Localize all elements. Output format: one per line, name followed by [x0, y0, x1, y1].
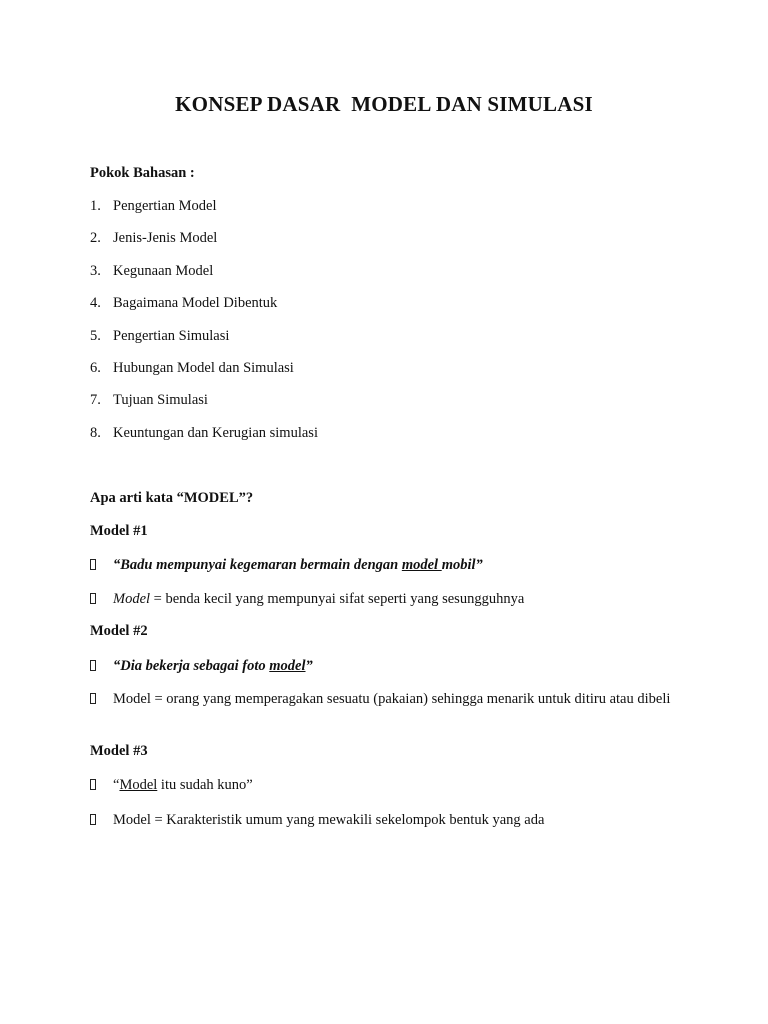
list-text: Keuntungan dan Kerugian simulasi — [113, 425, 318, 441]
model-1-definition — [113, 590, 673, 609]
list-number: 1. — [90, 198, 101, 214]
list-text: Pengertian Simulasi — [113, 328, 230, 344]
quote-text: “Badu mempunyai kegemaran bermain dengan — [113, 557, 402, 573]
quote-text: “Dia bekerja sebagai foto — [113, 658, 270, 674]
model-1-heading: Model #1 — [90, 523, 148, 539]
pokok-bahasan-heading: Pokok Bahasan : — [90, 165, 195, 181]
square-bullet-icon — [90, 779, 96, 790]
list-number: 3. — [90, 263, 101, 279]
list-number: 5. — [90, 328, 101, 344]
quote-text: itu sudah kuno” — [157, 777, 253, 793]
list-text: Hubungan Model dan Simulasi — [113, 360, 294, 376]
list-number: 6. — [90, 360, 101, 376]
list-number: 4. — [90, 295, 101, 311]
square-bullet-icon — [90, 660, 96, 671]
quote-text: “ — [113, 777, 120, 793]
question-heading: Apa arti kata “MODEL”? — [90, 490, 254, 506]
model-2-definition: Model = orang yang memperagakan sesuatu (pakaian) sehingga menarik untuk ditiru atau dibeli — [113, 691, 671, 707]
definition-text: = benda kecil yang mempunyai sifat seperti yang sesungguhnya — [150, 591, 525, 607]
square-bullet-icon — [90, 559, 96, 570]
list-text: Pengertian Model — [113, 198, 217, 214]
model-1-quote — [113, 556, 673, 575]
square-bullet-icon — [90, 814, 96, 825]
quote-underlined-word: model — [401, 557, 442, 573]
definition-term: Model — [113, 591, 151, 607]
list-number: 8. — [90, 425, 101, 441]
quote-underlined-word: model — [269, 658, 306, 674]
square-bullet-icon — [90, 593, 96, 604]
list-text: Bagaimana Model Dibentuk — [113, 295, 278, 311]
list-text: Jenis-Jenis Model — [113, 230, 218, 246]
list-text: Tujuan Simulasi — [113, 392, 208, 408]
list-text: Kegunaan Model — [113, 263, 214, 279]
quote-underlined-word: Model — [119, 777, 158, 793]
model-3-heading: Model #3 — [90, 743, 148, 759]
square-bullet-icon — [90, 693, 96, 704]
model-3-quote — [113, 776, 673, 795]
quote-text: ” — [305, 658, 313, 674]
model-3-definition: Model = Karakteristik umum yang mewakili sekelompok bentuk yang ada — [113, 812, 545, 828]
model-2-heading: Model #2 — [90, 623, 148, 639]
model-2-quote — [113, 657, 673, 676]
list-number: 7. — [90, 392, 101, 408]
list-number: 2. — [90, 230, 101, 246]
quote-text: mobil” — [441, 557, 483, 573]
page-title: KONSEP DASAR MODEL DAN SIMULASI — [175, 92, 593, 116]
